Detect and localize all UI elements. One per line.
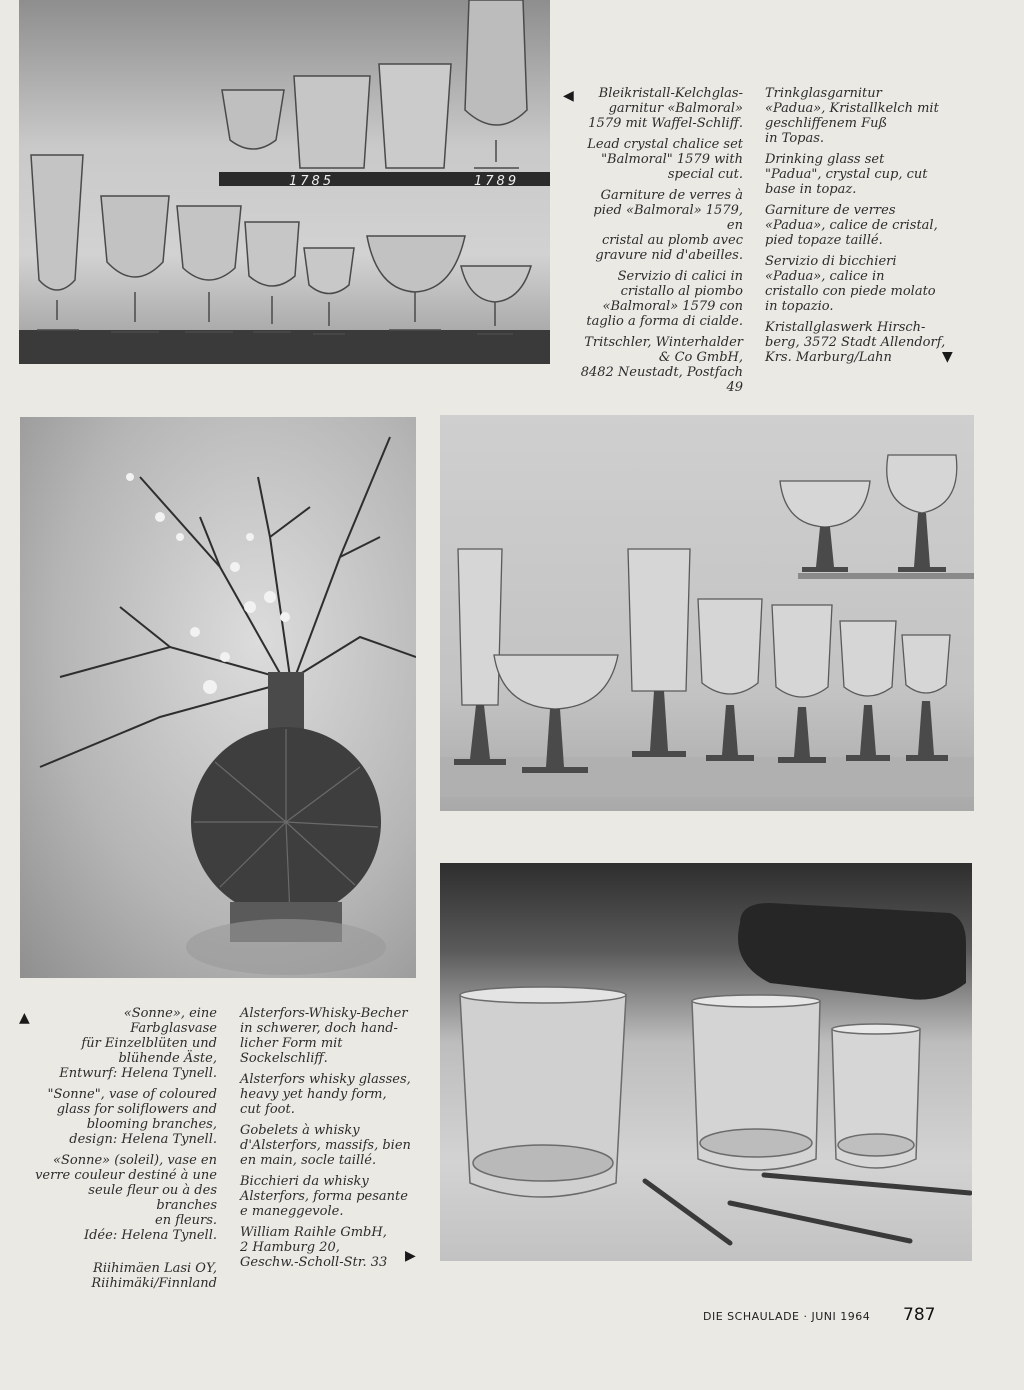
- padua-caption-it: Servizio di bicchieri «Padua», calice in cristallo con piede molato in topazio.: [765, 254, 936, 314]
- sonne-arrow-up: ▲: [19, 1010, 30, 1026]
- caption-sonne: [35, 1006, 217, 1297]
- balmoral-caption-en: Lead crystal chalice set "Balmoral" 1579 with special cut.: [587, 137, 743, 182]
- padua-glasses-illustration: [440, 415, 974, 811]
- padua-caption-de: Trinkglasgarnitur «Padua», Kristallkelch mit geschliffenem Fuß in Topas.: [765, 86, 939, 146]
- balmoral-caption-de: Bleikristall-Kelchglas- garnitur «Balmoral» 1579 mit Waffel-Schliff.: [588, 86, 743, 131]
- vase-with-branches-illustration: [20, 417, 416, 978]
- balmoral-caption-maker: Tritschler, Winterhalder & Co GmbH, 8482 Neustadt, Postfach 49: [580, 335, 743, 395]
- sonne-caption-maker: Riihimäen Lasi OY, Riihimäki/Finnland: [91, 1261, 217, 1291]
- balmoral-arrow-left: ◀: [563, 88, 574, 104]
- sonne-caption-fr: «Sonne» (soleil), vase en verre couleur destiné à une seule fleur ou à des branches en fleurs. Idée: Helena Tynell.: [35, 1153, 217, 1243]
- photo-padua-glassware: [440, 415, 974, 811]
- alsterfors-caption-fr: Gobelets à whisky d'Alsterfors, massifs, bien en main, socle taillé.: [240, 1123, 411, 1168]
- page-number: 787: [903, 1305, 936, 1325]
- balmoral-caption-fr: Garniture de verres à pied «Balmoral» 1579, en cristal au plomb avec gravure nid d'abeilles.: [593, 188, 743, 263]
- balmoral-caption-it: Servizio di calici in cristallo al piombo «Balmoral» 1579 con taglio a forma di cialde.: [586, 269, 743, 329]
- magazine-footer: DIE SCHAULADE · JUNI 1964: [703, 1310, 871, 1323]
- padua-caption-en: Drinking glass set "Padua", crystal cup, cut base in topaz.: [765, 152, 928, 197]
- alsterfors-caption-en: Alsterfors whisky glasses, heavy yet handy form, cut foot.: [240, 1072, 411, 1117]
- shelf-label-left: 1785: [289, 174, 335, 189]
- caption-alsterfors: [240, 1006, 415, 1276]
- shelf-label-right: 1789: [474, 174, 520, 189]
- photo-alsterfors-whisky-glasses: [440, 863, 972, 1261]
- alsterfors-arrow-right: ▶: [405, 1248, 416, 1264]
- alsterfors-caption-it: Bicchieri da whisky Alsterfors, forma pesante e maneggevole.: [240, 1174, 408, 1219]
- caption-padua: [765, 86, 950, 371]
- padua-caption-maker: Kristallglaswerk Hirsch- berg, 3572 Stadt Allendorf, Krs. Marburg/Lahn: [765, 320, 946, 365]
- sonne-caption-en: "Sonne", vase of coloured glass for soliflowers and blooming branches, design: Helena Tynell.: [47, 1087, 217, 1147]
- photo-balmoral-glassware: [19, 0, 550, 364]
- alsterfors-caption-maker: William Raihle GmbH, 2 Hamburg 20, Geschw.-Scholl-Str. 33: [240, 1225, 388, 1270]
- caption-balmoral: [575, 86, 743, 401]
- balmoral-glasses-illustration: [19, 0, 550, 364]
- alsterfors-caption-de: Alsterfors-Whisky-Becher in schwerer, doch hand- licher Form mit Sockelschliff.: [240, 1006, 408, 1066]
- padua-caption-fr: Garniture de verres «Padua», calice de cristal, pied topaze taillé.: [765, 203, 938, 248]
- photo-sonne-vase: [20, 417, 416, 978]
- whisky-glasses-illustration: [440, 863, 972, 1261]
- sonne-caption-de: «Sonne», eine Farbglasvase für Einzelblüten und blühende Äste, Entwurf: Helena Tynell.: [59, 1006, 217, 1081]
- padua-arrow-down: ▼: [942, 349, 953, 365]
